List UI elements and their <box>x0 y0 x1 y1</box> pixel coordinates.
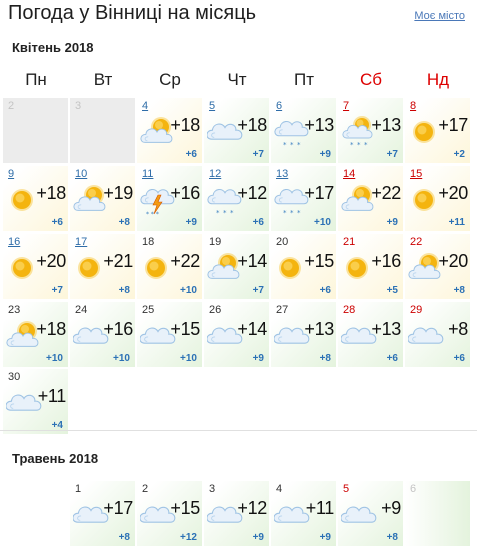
max-temperature: +9 <box>381 498 401 518</box>
day-number: 22 <box>410 236 423 248</box>
day-cell[interactable] <box>204 481 269 546</box>
min-temperature: +9 <box>252 353 264 364</box>
max-temperature: +20 <box>438 183 468 203</box>
min-temperature: +9 <box>252 532 264 543</box>
min-temperature: +7 <box>386 149 398 160</box>
min-temperature: +8 <box>118 285 130 296</box>
day-cell[interactable] <box>338 166 403 231</box>
svg-text:*: * <box>283 209 287 217</box>
day-number: 3 <box>209 483 216 495</box>
day-cell[interactable] <box>405 234 470 299</box>
max-temperature: +20 <box>438 251 468 271</box>
min-temperature: +10 <box>314 217 331 228</box>
max-temperature: +8 <box>448 319 468 339</box>
day-number[interactable]: 13 <box>276 168 289 180</box>
max-temperature: +18 <box>36 319 66 339</box>
max-temperature: +20 <box>36 251 66 271</box>
day-cell <box>3 98 68 163</box>
min-temperature: +7 <box>51 285 63 296</box>
svg-text:*: * <box>350 141 354 149</box>
min-temperature: +10 <box>113 353 130 364</box>
day-number[interactable]: 8 <box>410 100 417 112</box>
max-temperature: +15 <box>170 319 200 339</box>
day-cell[interactable] <box>338 98 403 163</box>
max-temperature: +17 <box>103 498 133 518</box>
max-temperature: +15 <box>170 498 200 518</box>
day-cell[interactable] <box>3 369 68 434</box>
min-temperature: +7 <box>252 149 264 160</box>
day-cell[interactable] <box>70 166 135 231</box>
day-number: 19 <box>209 236 222 248</box>
day-number[interactable]: 4 <box>142 100 149 112</box>
svg-text:*: * <box>283 141 287 149</box>
day-cell[interactable] <box>405 98 470 163</box>
day-number[interactable]: 15 <box>410 168 423 180</box>
weekday-label: Чт <box>227 70 247 89</box>
day-number: 28 <box>343 304 356 316</box>
max-temperature: +14 <box>237 251 267 271</box>
max-temperature: +16 <box>371 251 401 271</box>
max-temperature: +13 <box>304 319 334 339</box>
day-number: 4 <box>276 483 283 495</box>
day-cell[interactable] <box>271 98 336 163</box>
max-temperature: +18 <box>170 115 200 135</box>
svg-text:*: * <box>230 209 234 217</box>
min-temperature: +9 <box>185 217 197 228</box>
svg-text:*: * <box>364 141 368 149</box>
day-number: 21 <box>343 236 356 248</box>
day-cell[interactable] <box>70 302 135 367</box>
weekday-label: Пт <box>293 70 314 89</box>
day-cell <box>70 98 135 163</box>
min-temperature: +10 <box>180 353 197 364</box>
day-cell[interactable] <box>405 166 470 231</box>
day-number: 25 <box>142 304 155 316</box>
day-cell[interactable] <box>271 234 336 299</box>
day-number: 27 <box>276 304 289 316</box>
day-cell[interactable] <box>70 481 135 546</box>
day-cell[interactable] <box>137 481 202 546</box>
april-title: Квітень 2018 <box>12 40 94 55</box>
min-temperature: +6 <box>185 149 197 160</box>
cloud-icon <box>274 498 310 532</box>
svg-text:*: * <box>357 141 361 149</box>
svg-text:*: * <box>216 209 220 217</box>
min-temperature: +6 <box>51 217 63 228</box>
min-temperature: +5 <box>386 285 398 296</box>
weekday-label: Нд <box>426 70 450 89</box>
day-number: 24 <box>75 304 88 316</box>
day-cell[interactable] <box>137 234 202 299</box>
svg-text:*: * <box>290 141 294 149</box>
day-cell[interactable] <box>271 481 336 546</box>
min-temperature: +8 <box>453 285 465 296</box>
min-temperature: +10 <box>180 285 197 296</box>
svg-text:*: * <box>223 209 227 217</box>
min-temperature: +4 <box>51 420 63 431</box>
min-temperature: +8 <box>386 532 398 543</box>
max-temperature: +21 <box>103 251 133 271</box>
min-temperature: +8 <box>118 217 130 228</box>
day-number[interactable]: 9 <box>8 168 15 180</box>
max-temperature: +16 <box>170 183 200 203</box>
day-cell[interactable] <box>204 302 269 367</box>
day-cell[interactable] <box>70 234 135 299</box>
day-cell[interactable] <box>271 166 336 231</box>
day-number: 1 <box>75 483 82 495</box>
min-temperature: +2 <box>453 149 465 160</box>
day-number: 2 <box>8 100 15 112</box>
day-number: 26 <box>209 304 222 316</box>
max-temperature: +11 <box>305 498 334 518</box>
max-temperature: +15 <box>304 251 334 271</box>
day-number: 18 <box>142 236 155 248</box>
min-temperature: +8 <box>319 353 331 364</box>
day-cell[interactable] <box>137 166 202 231</box>
svg-text:* * *: * * * <box>146 211 159 217</box>
cloud-icon <box>6 386 42 420</box>
day-cell[interactable] <box>3 234 68 299</box>
min-temperature: +7 <box>252 285 264 296</box>
day-number: 6 <box>410 483 417 495</box>
day-number: 23 <box>8 304 21 316</box>
day-cell[interactable] <box>338 302 403 367</box>
day-number: 5 <box>343 483 350 495</box>
day-number[interactable]: 14 <box>343 168 356 180</box>
day-number: 2 <box>142 483 149 495</box>
day-number[interactable]: 10 <box>75 168 88 180</box>
weekday-label: Пн <box>25 70 47 89</box>
weekday-label: Сб <box>359 70 382 89</box>
may-title: Травень 2018 <box>12 451 99 466</box>
day-cell[interactable] <box>3 302 68 367</box>
month-divider <box>0 430 477 431</box>
day-cell[interactable] <box>338 481 403 546</box>
min-temperature: +6 <box>453 353 465 364</box>
max-temperature: +18 <box>36 183 66 203</box>
day-cell[interactable] <box>204 166 269 231</box>
max-temperature: +16 <box>103 319 133 339</box>
page-title: Погода у Вінниці на місяць <box>8 2 257 24</box>
day-number[interactable]: 5 <box>209 100 216 112</box>
min-temperature: +6 <box>319 285 331 296</box>
max-temperature: +19 <box>103 183 133 203</box>
max-temperature: +12 <box>237 498 267 518</box>
min-temperature: +9 <box>386 217 398 228</box>
day-cell[interactable] <box>204 234 269 299</box>
max-temperature: +17 <box>304 183 334 203</box>
weekday-label: Ср <box>159 70 181 89</box>
min-temperature: +9 <box>319 532 331 543</box>
min-temperature: +6 <box>386 353 398 364</box>
day-cell[interactable] <box>137 98 202 163</box>
day-number[interactable]: 11 <box>142 168 154 180</box>
min-temperature: +8 <box>118 532 130 543</box>
day-number: 29 <box>410 304 423 316</box>
weekday-label: Вт <box>93 70 113 89</box>
max-temperature: +12 <box>237 183 267 203</box>
min-temperature: +9 <box>319 149 331 160</box>
svg-text:*: * <box>297 141 301 149</box>
my-city-link[interactable]: Моє місто <box>414 10 465 22</box>
max-temperature: +22 <box>371 183 401 203</box>
day-cell <box>405 481 470 546</box>
day-number[interactable]: 16 <box>8 236 21 248</box>
day-cell[interactable] <box>405 302 470 367</box>
min-temperature: +10 <box>46 353 63 364</box>
max-temperature: +13 <box>371 319 401 339</box>
max-temperature: +17 <box>438 115 468 135</box>
min-temperature: +12 <box>180 532 197 543</box>
day-cell[interactable] <box>338 234 403 299</box>
min-temperature: +11 <box>448 217 465 228</box>
max-temperature: +22 <box>170 251 200 271</box>
cloud-icon <box>341 498 377 532</box>
day-number: 20 <box>276 236 289 248</box>
max-temperature: +13 <box>371 115 401 135</box>
cloud-icon <box>408 319 444 353</box>
day-cell[interactable] <box>137 302 202 367</box>
day-number[interactable]: 17 <box>75 236 88 248</box>
day-number[interactable]: 7 <box>343 100 350 112</box>
svg-text:*: * <box>290 209 294 217</box>
day-number: 3 <box>75 100 82 112</box>
day-number[interactable]: 12 <box>209 168 222 180</box>
max-temperature: +14 <box>237 319 267 339</box>
min-temperature: +6 <box>252 217 264 228</box>
day-cell[interactable] <box>3 166 68 231</box>
day-cell[interactable] <box>271 302 336 367</box>
svg-text:*: * <box>297 209 301 217</box>
day-number[interactable]: 6 <box>276 100 283 112</box>
max-temperature: +11 <box>37 386 66 406</box>
max-temperature: +13 <box>304 115 334 135</box>
day-number: 30 <box>8 371 21 383</box>
day-cell[interactable] <box>204 98 269 163</box>
max-temperature: +18 <box>237 115 267 135</box>
